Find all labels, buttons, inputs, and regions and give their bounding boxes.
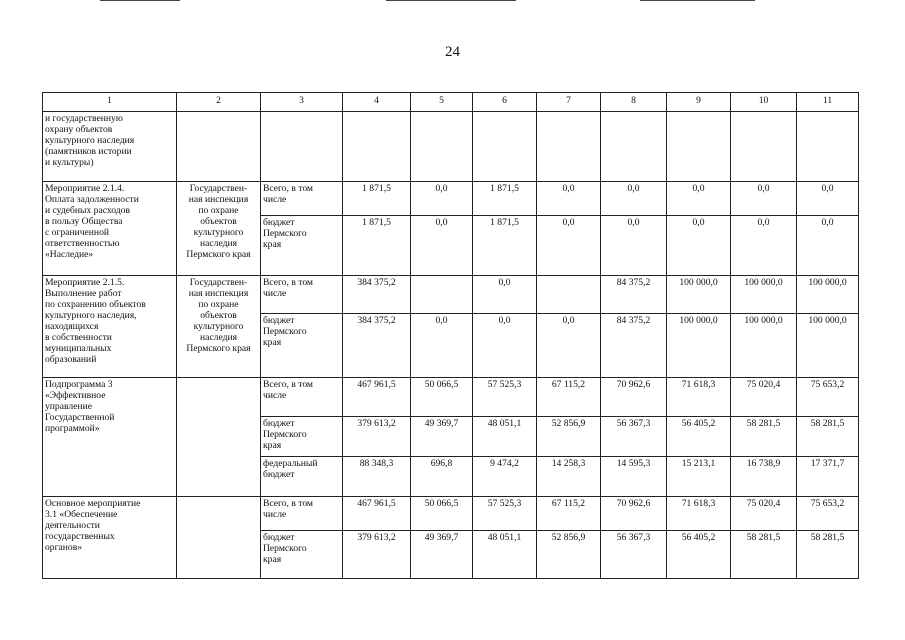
value-cell: 50 066,5 — [411, 378, 473, 417]
executor-cell — [177, 378, 261, 497]
funding-source-cell: федеральный бюджет — [261, 457, 343, 497]
value-cell: 48 051,1 — [473, 531, 537, 579]
value-cell: 57 525,3 — [473, 497, 537, 531]
value-cell: 0,0 — [411, 182, 473, 216]
funding-source-cell: бюджет Пермского края — [261, 216, 343, 276]
value-cell: 70 962,6 — [601, 378, 667, 417]
value-cell: 84 375,2 — [601, 314, 667, 378]
value-cell: 49 369,7 — [411, 531, 473, 579]
value-cell — [411, 276, 473, 314]
row-name-cell: Мероприятие 2.1.5. Выполнение работ по сохранению объектов культурного наследия, находящихся в собственности муниципальных образований — [43, 276, 177, 378]
top-rule-left — [100, 0, 180, 1]
value-cell: 0,0 — [731, 182, 797, 216]
row-name-cell: Мероприятие 2.1.4. Оплата задолженности и судебных расходов в пользу Общества с ограниченной ответственностью «Наследие» — [43, 182, 177, 276]
funding-source-cell: Всего, в том числе — [261, 378, 343, 417]
row-name-cell: Подпрограмма 3 «Эффективное управление Государственной программой» — [43, 378, 177, 497]
value-cell: 0,0 — [411, 314, 473, 378]
executor-cell — [177, 497, 261, 579]
header-cell: 10 — [731, 93, 797, 112]
row-name-cell: Основное мероприятие 3.1 «Обеспечение деятельности государственных органов» — [43, 497, 177, 579]
empty-cell — [797, 112, 859, 182]
empty-cell — [537, 112, 601, 182]
value-cell: 88 348,3 — [343, 457, 411, 497]
value-cell: 0,0 — [411, 216, 473, 276]
table-row — [43, 497, 859, 531]
value-cell: 56 405,2 — [667, 531, 731, 579]
executor-cell: Государствен- ная инспекция по охране объектов культурного наследия Пермского края — [177, 276, 261, 378]
empty-cell — [731, 112, 797, 182]
header-cell: 5 — [411, 93, 473, 112]
header-cell: 7 — [537, 93, 601, 112]
value-cell: 1 871,5 — [473, 182, 537, 216]
empty-cell — [177, 112, 261, 182]
row-name-cell: и государственную охрану объектов культурного наследия (памятников истории и культуры) — [43, 112, 177, 182]
top-rule-mid — [386, 0, 516, 1]
empty-cell — [667, 112, 731, 182]
table-row — [43, 276, 859, 314]
empty-cell — [261, 112, 343, 182]
value-cell: 75 653,2 — [797, 378, 859, 417]
value-cell: 16 738,9 — [731, 457, 797, 497]
table-row — [43, 112, 859, 182]
value-cell: 0,0 — [537, 314, 601, 378]
funding-source-cell: Всего, в том числе — [261, 276, 343, 314]
value-cell: 49 369,7 — [411, 417, 473, 457]
value-cell: 57 525,3 — [473, 378, 537, 417]
value-cell: 1 871,5 — [343, 216, 411, 276]
header-cell: 9 — [667, 93, 731, 112]
header-cell: 1 — [43, 93, 177, 112]
empty-cell — [411, 112, 473, 182]
budget-table — [42, 92, 859, 579]
header-cell: 11 — [797, 93, 859, 112]
empty-cell — [343, 112, 411, 182]
value-cell: 0,0 — [667, 216, 731, 276]
value-cell: 0,0 — [601, 182, 667, 216]
value-cell: 71 618,3 — [667, 497, 731, 531]
value-cell: 58 281,5 — [731, 531, 797, 579]
value-cell: 14 595,3 — [601, 457, 667, 497]
value-cell: 75 020,4 — [731, 497, 797, 531]
value-cell: 1 871,5 — [343, 182, 411, 216]
value-cell: 70 962,6 — [601, 497, 667, 531]
value-cell: 696,8 — [411, 457, 473, 497]
value-cell: 56 405,2 — [667, 417, 731, 457]
header-cell: 6 — [473, 93, 537, 112]
value-cell: 467 961,5 — [343, 378, 411, 417]
value-cell: 100 000,0 — [667, 314, 731, 378]
header-row — [43, 93, 859, 112]
value-cell: 67 115,2 — [537, 497, 601, 531]
header-cell: 3 — [261, 93, 343, 112]
value-cell: 100 000,0 — [731, 314, 797, 378]
value-cell: 75 653,2 — [797, 497, 859, 531]
value-cell: 100 000,0 — [797, 314, 859, 378]
funding-source-cell: Всего, в том числе — [261, 497, 343, 531]
value-cell: 0,0 — [667, 182, 731, 216]
value-cell: 100 000,0 — [731, 276, 797, 314]
value-cell: 9 474,2 — [473, 457, 537, 497]
value-cell: 14 258,3 — [537, 457, 601, 497]
value-cell: 56 367,3 — [601, 417, 667, 457]
value-cell: 48 051,1 — [473, 417, 537, 457]
value-cell: 58 281,5 — [797, 531, 859, 579]
value-cell: 100 000,0 — [797, 276, 859, 314]
value-cell: 0,0 — [797, 216, 859, 276]
value-cell: 0,0 — [473, 276, 537, 314]
value-cell: 50 066,5 — [411, 497, 473, 531]
table-row — [43, 378, 859, 417]
value-cell: 84 375,2 — [601, 276, 667, 314]
value-cell: 100 000,0 — [667, 276, 731, 314]
value-cell: 384 375,2 — [343, 276, 411, 314]
value-cell: 58 281,5 — [731, 417, 797, 457]
value-cell: 67 115,2 — [537, 378, 601, 417]
value-cell: 0,0 — [731, 216, 797, 276]
empty-cell — [601, 112, 667, 182]
value-cell: 56 367,3 — [601, 531, 667, 579]
page-number: 24 — [445, 44, 460, 60]
value-cell: 0,0 — [537, 182, 601, 216]
value-cell: 52 856,9 — [537, 417, 601, 457]
value-cell: 467 961,5 — [343, 497, 411, 531]
header-cell: 4 — [343, 93, 411, 112]
funding-source-cell: бюджет Пермского края — [261, 314, 343, 378]
value-cell: 17 371,7 — [797, 457, 859, 497]
header-cell: 2 — [177, 93, 261, 112]
funding-source-cell: бюджет Пермского края — [261, 531, 343, 579]
value-cell: 71 618,3 — [667, 378, 731, 417]
header-cell: 8 — [601, 93, 667, 112]
value-cell: 1 871,5 — [473, 216, 537, 276]
value-cell: 52 856,9 — [537, 531, 601, 579]
funding-source-cell: бюджет Пермского края — [261, 417, 343, 457]
funding-source-cell: Всего, в том числе — [261, 182, 343, 216]
table-row — [43, 182, 859, 216]
value-cell — [537, 276, 601, 314]
top-rule-right — [640, 0, 755, 1]
value-cell: 384 375,2 — [343, 314, 411, 378]
value-cell: 0,0 — [797, 182, 859, 216]
value-cell: 379 613,2 — [343, 531, 411, 579]
value-cell: 58 281,5 — [797, 417, 859, 457]
value-cell: 0,0 — [601, 216, 667, 276]
value-cell: 0,0 — [473, 314, 537, 378]
executor-cell: Государствен- ная инспекция по охране объектов культурного наследия Пермского края — [177, 182, 261, 276]
value-cell: 0,0 — [537, 216, 601, 276]
value-cell: 75 020,4 — [731, 378, 797, 417]
value-cell: 15 213,1 — [667, 457, 731, 497]
value-cell: 379 613,2 — [343, 417, 411, 457]
empty-cell — [473, 112, 537, 182]
